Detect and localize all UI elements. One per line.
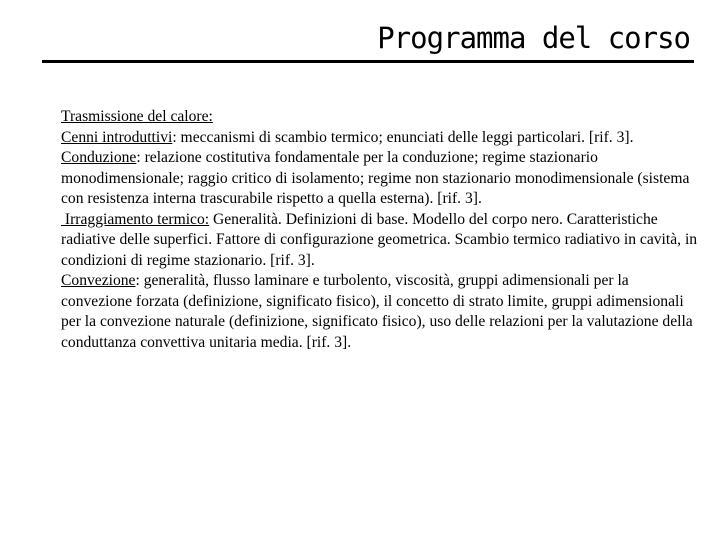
paragraph-convezione (61, 271, 703, 353)
section-heading (61, 107, 703, 128)
title-underline-rule (42, 60, 694, 63)
course-program-content (61, 107, 703, 353)
conduzione-text: : relazione costitutiva fondamentale per la conduzione; regime stazionario monodimensionale; raggio critico di isolamento; regime non stazionario monodimensionale (sistema con resistenza interna trascurabile rispetto a quella esterna). [rif. 3]. (61, 149, 690, 207)
convezione-text: : generalità, flusso laminare e turbolento, viscosità, gruppi adimensionali per la convezione forzata (definizione, significato fisico), il concetto di strato limite, gruppi adimensionali per la convezione naturale (definizione, significato fisico), uso delle relazioni per la valutazione della conduttanza convettiva unitaria media. [rif. 3]. (61, 272, 693, 351)
paragraph-irraggiamento (61, 210, 703, 272)
paragraph-cenni (61, 128, 703, 149)
paragraph-conduzione (61, 148, 703, 210)
cenni-label: Cenni introduttivi (61, 128, 173, 146)
conduzione-label: Conduzione (61, 149, 137, 166)
slide-title: Programma del corso (377, 21, 690, 55)
convezione-label: Convezione (61, 272, 136, 289)
heading-text: Trasmissione del calore: (61, 108, 213, 125)
irraggiamento-text: Generalità. Definizioni di base. Modello del corpo nero. Caratteristiche radiative delle superfici. Fattore di configurazione geometrica. Scambio termico radiativo in cavità, in condizioni di regime stazionario. [rif. 3]. (61, 210, 698, 269)
cenni-text: : meccanismi di scambio termico; enunciati delle leggi particolari. [rif. 3]. (172, 128, 634, 146)
irraggiamento-label: Irraggiamento termico: (61, 210, 210, 228)
